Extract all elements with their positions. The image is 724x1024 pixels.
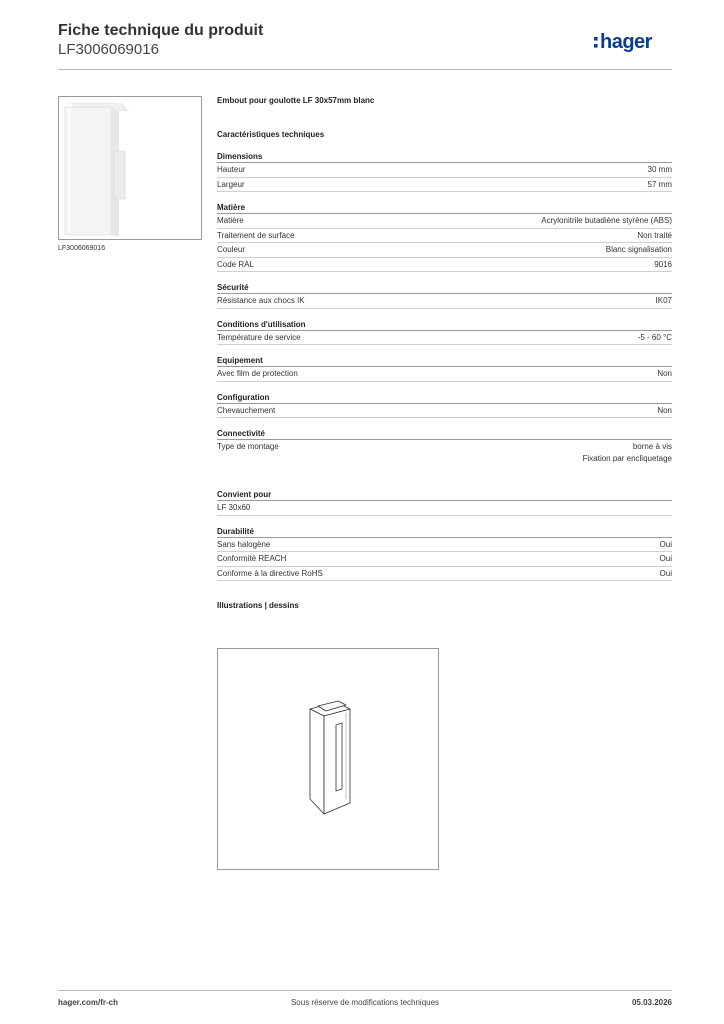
spec-row bbox=[217, 331, 672, 346]
group-configuration bbox=[217, 392, 672, 419]
spec-row bbox=[217, 404, 672, 419]
spec-row bbox=[217, 243, 672, 258]
group-title: Sécurité bbox=[217, 282, 672, 294]
spec-row bbox=[217, 258, 672, 273]
row-label: Code RAL bbox=[217, 259, 254, 269]
row-value: Non bbox=[657, 369, 672, 378]
footer-divider bbox=[58, 990, 672, 991]
spec-row bbox=[217, 501, 672, 516]
row-label: Type de montage bbox=[217, 442, 279, 451]
row-label: Conformité REACH bbox=[217, 554, 287, 563]
group-connectivity bbox=[217, 428, 672, 465]
row-label: Traitement de surface bbox=[217, 230, 295, 240]
row-label: Chevauchement bbox=[217, 405, 276, 415]
product-photo bbox=[58, 96, 202, 240]
spec-row bbox=[217, 567, 672, 582]
tech-heading: Caractéristiques techniques bbox=[217, 130, 325, 139]
row-value: Non traité bbox=[637, 230, 672, 240]
group-title: Durabilité bbox=[217, 526, 672, 538]
row-value: Acrylonitrile butadiène styrène (ABS) bbox=[541, 216, 672, 225]
spec-row bbox=[217, 367, 672, 382]
group-durability bbox=[217, 526, 672, 582]
spec-row bbox=[217, 538, 672, 553]
row-value-line: borne à vis bbox=[632, 442, 672, 451]
illustrations-heading: Illustrations | dessins bbox=[217, 601, 299, 610]
row-value: Blanc signalisation bbox=[605, 245, 672, 254]
product-caption: LF3006069016 bbox=[58, 245, 106, 252]
group-title: Equipement bbox=[217, 355, 672, 367]
group-equipment bbox=[217, 355, 672, 382]
row-value: -5 - 60 °C bbox=[637, 332, 672, 342]
group-title: Convient pour bbox=[217, 489, 672, 501]
doc-title: Fiche technique du produit bbox=[58, 22, 264, 39]
row-label: Avec film de protection bbox=[217, 369, 298, 378]
group-material bbox=[217, 202, 672, 272]
row-label: Hauteur bbox=[217, 165, 246, 174]
group-usage-conditions bbox=[217, 319, 672, 346]
row-value: Non bbox=[657, 405, 672, 415]
row-label: Couleur bbox=[217, 245, 246, 254]
row-value bbox=[583, 441, 672, 465]
hager-logo bbox=[592, 26, 672, 56]
end-cap-drawing bbox=[218, 649, 438, 869]
header-divider bbox=[58, 69, 672, 70]
spec-content bbox=[217, 96, 672, 610]
row-label: Largeur bbox=[217, 179, 245, 189]
spec-row bbox=[217, 163, 672, 178]
spec-row bbox=[217, 294, 672, 309]
row-value: 9016 bbox=[654, 259, 672, 269]
group-dimensions bbox=[217, 151, 672, 192]
row-label: Conforme à la directive RoHS bbox=[217, 568, 323, 578]
spec-row bbox=[217, 178, 672, 193]
group-compatible bbox=[217, 489, 672, 516]
row-value-line: Fixation par encliquetage bbox=[582, 454, 672, 463]
spec-row bbox=[217, 214, 672, 229]
svg-text:hager: hager bbox=[600, 31, 652, 53]
row-value: 30 mm bbox=[647, 165, 672, 174]
spec-row bbox=[217, 441, 672, 465]
row-label: LF 30x60 bbox=[217, 503, 251, 512]
group-title: Connectivité bbox=[217, 428, 672, 440]
row-value: Oui bbox=[659, 539, 672, 549]
group-title: Dimensions bbox=[217, 151, 672, 163]
spec-row bbox=[217, 229, 672, 244]
doc-reference: LF3006069016 bbox=[58, 41, 159, 58]
page-header bbox=[58, 22, 672, 59]
row-label: Température de service bbox=[217, 332, 301, 342]
row-label: Matière bbox=[217, 216, 244, 225]
row-value: Oui bbox=[659, 568, 672, 578]
group-title: Matière bbox=[217, 202, 672, 214]
end-cap-photo bbox=[59, 97, 201, 239]
illustration-drawing bbox=[217, 648, 439, 870]
row-value: IK07 bbox=[655, 296, 672, 305]
row-label: Résistance aux chocs IK bbox=[217, 296, 305, 305]
group-title: Configuration bbox=[217, 392, 672, 404]
footer-date: 05.03.2026 bbox=[631, 998, 672, 1007]
group-safety bbox=[217, 282, 672, 309]
row-value: 57 mm bbox=[647, 179, 672, 189]
spec-row bbox=[217, 552, 672, 567]
row-value: Oui bbox=[659, 554, 672, 563]
group-title: Conditions d'utilisation bbox=[217, 319, 672, 331]
footer-website-link[interactable]: hager.com/fr-ch bbox=[58, 998, 119, 1007]
row-label: Sans halogène bbox=[217, 539, 271, 549]
product-name: Embout pour goulotte LF 30x57mm blanc bbox=[217, 96, 375, 105]
footer-disclaimer: Sous réserve de modifications techniques bbox=[290, 998, 440, 1007]
